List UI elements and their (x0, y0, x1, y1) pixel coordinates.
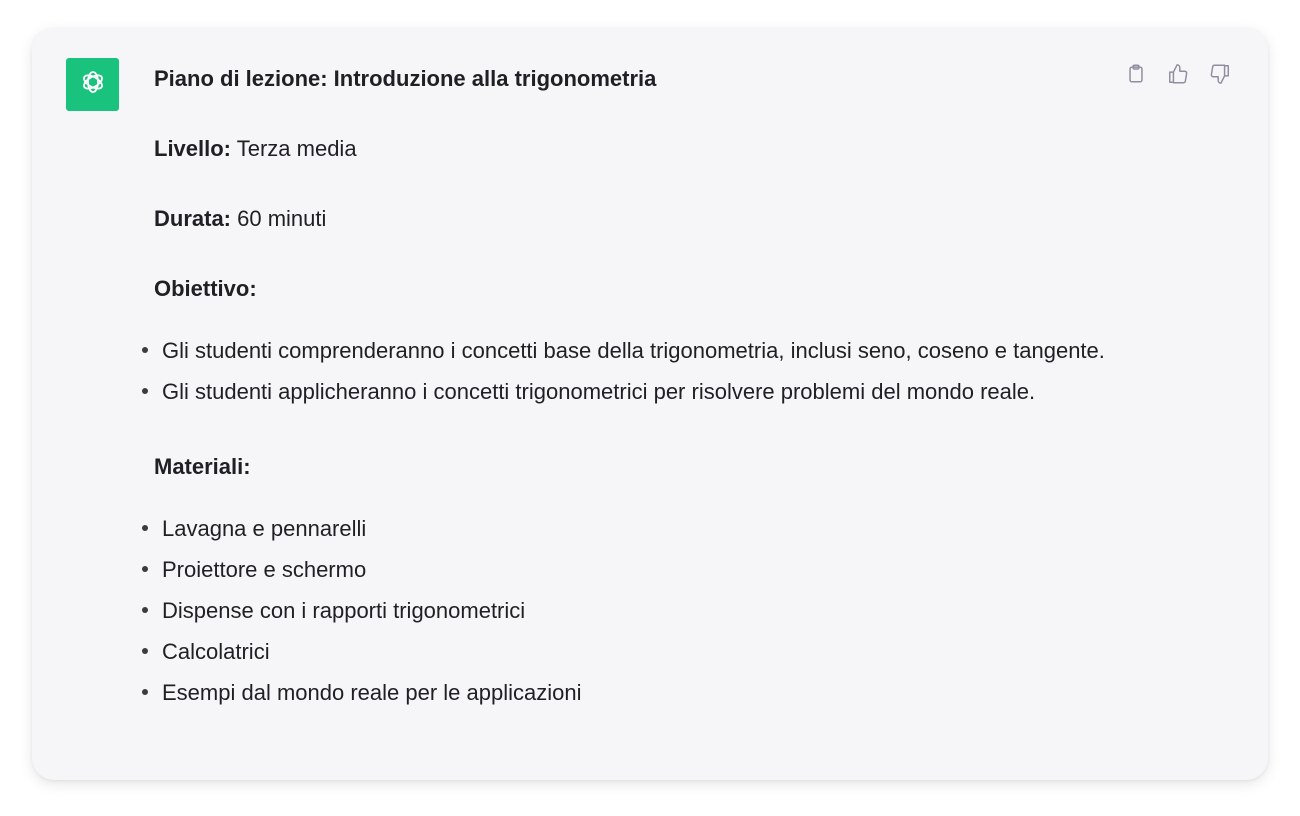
openai-logo-icon (77, 66, 109, 103)
materials-heading: Materiali: (154, 454, 251, 479)
message-content (154, 64, 1194, 753)
list-item: Lavagna e pennarelli (142, 508, 1194, 549)
level-label: Livello: (154, 136, 232, 161)
materials-list (142, 508, 1194, 713)
level-line (154, 134, 1194, 164)
list-item: Esempi dal mondo reale per le applicazioni (142, 672, 1194, 713)
duration-line (154, 204, 1194, 234)
duration-value: 60 minuti (231, 206, 327, 231)
objective-heading: Obiettivo: (154, 276, 257, 301)
list-item: Calcolatrici (142, 631, 1194, 672)
duration-label: Durata: (154, 206, 232, 231)
level-value: Terza media (231, 136, 357, 161)
dislike-button[interactable] (1206, 62, 1234, 90)
list-item: Proiettore e schermo (142, 549, 1194, 590)
assistant-avatar (66, 58, 119, 111)
thumbs-down-icon (1209, 63, 1231, 90)
lesson-title: Piano di lezione: Introduzione alla trigonometria (154, 66, 657, 91)
assistant-message-card (32, 28, 1268, 780)
list-item: Dispense con i rapporti trigonometrici (142, 590, 1194, 631)
list-item: Gli studenti comprenderanno i concetti base della trigonometria, inclusi seno, coseno e tangente. (142, 330, 1194, 371)
list-item: Gli studenti applicheranno i concetti trigonometrici per risolvere problemi del mondo reale. (142, 371, 1194, 412)
objectives-list (142, 330, 1194, 412)
